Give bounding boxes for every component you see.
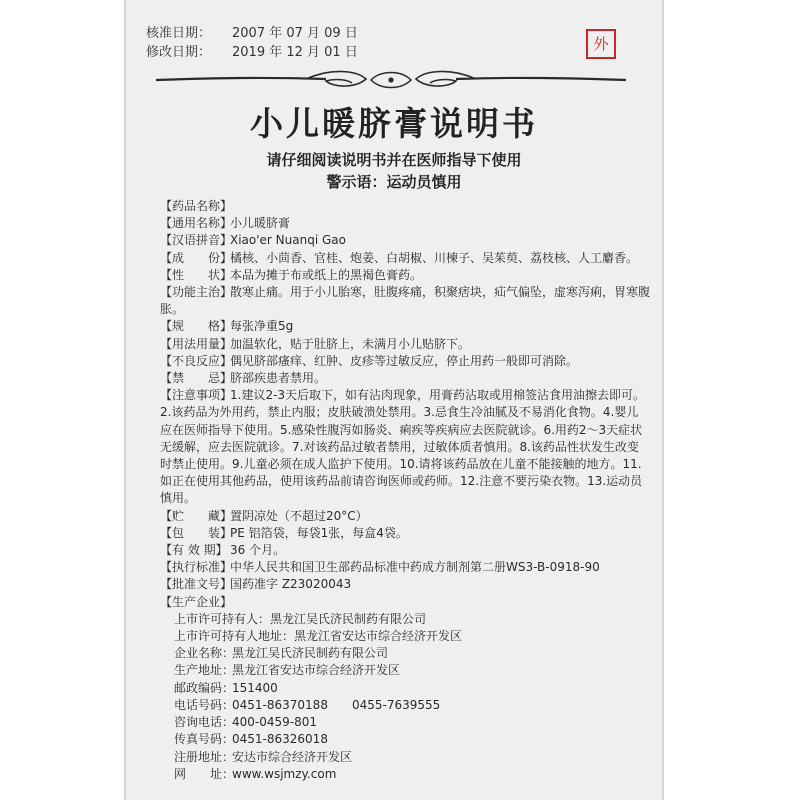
section-value: Xiao'er Nuanqi Gao (230, 233, 346, 248)
section-value: 本品为摊于布或纸上的黑褐色膏药。 (230, 267, 423, 282)
company-value: 黑龙江省安达市综合经济开发区 (294, 629, 463, 644)
company-value: 0451-86326018 (232, 732, 328, 747)
external-use-badge: 外 (586, 29, 616, 59)
company-label: 邮政编码： (174, 680, 235, 695)
section-value: 每张净重5g (230, 319, 294, 334)
company-label: 上市许可持有人： (174, 611, 271, 626)
section-packaging (160, 525, 650, 542)
section-label: 【禁 忌】 (160, 371, 233, 386)
section-label: 【用法用量】 (160, 336, 233, 351)
company-label: 企业名称： (174, 646, 235, 661)
section-storage (160, 508, 650, 525)
section-label: 【包 装】 (160, 525, 233, 540)
section-shelf-life (160, 542, 650, 559)
company-value: 151400 (232, 680, 278, 695)
company-row (160, 766, 650, 783)
company-label: 上市许可持有人地址： (174, 629, 295, 644)
section-value: 36 个月。 (230, 543, 286, 558)
section-value: 小儿暖脐膏 (230, 216, 291, 231)
section-generic-name (160, 215, 650, 232)
section-label: 【批准文号】 (160, 577, 233, 592)
company-row (160, 611, 650, 628)
company-row (160, 749, 650, 766)
company-label: 生产地址： (174, 663, 235, 678)
company-row (160, 680, 650, 697)
company-value: 400-0459-801 (232, 715, 318, 730)
section-value: 1.建议2-3天后取下，如有沾肉现象，用膏药沾取或用棉签沾食用油擦去即可。2.该药品为外用药，禁止内服；皮肤破溃处禁用。3.忌食生冷油腻及不易消化食物。4.婴儿应在医师指导下使用。5.感染性腹泻如肠炎、痢疾等疾病应去医院就诊。6.用药2～3天症状无缓解，应去医院就诊。7.对该药品过敏者禁用，过敏体质者慎用。8.该药品性状发生改变时禁止使用。9.儿童必须在成人监护下使用。10.请将该药品放在儿童不能接触的地方。11.如正在使用其他药品，使用该药品前请咨询医师或药师。12.注意不要污染衣物。13.运动员慎用。 (160, 388, 646, 506)
section-indications (160, 284, 650, 318)
company-row (160, 697, 650, 714)
company-value: 黑龙江吴氏济民制药有限公司 (270, 611, 427, 626)
section-spec (160, 318, 650, 335)
leaflet-page (124, 0, 664, 800)
leaflet-body (160, 198, 650, 783)
company-value: 0451-86370188 0455-7639555 (232, 697, 441, 712)
company-label: 咨询电话： (174, 715, 235, 730)
section-precautions (160, 387, 650, 507)
approve-date-label: 核准日期： (146, 26, 212, 41)
section-contraindications (160, 370, 650, 387)
company-row (160, 731, 650, 748)
section-label: 【汉语拼音】 (160, 233, 233, 248)
warning-text: 警示语：运动员慎用 (326, 173, 462, 191)
section-standard (160, 559, 650, 576)
section-dosage (160, 336, 650, 353)
section-manufacturer (160, 594, 650, 611)
section-label: 【注意事项】 (160, 388, 233, 403)
section-value: 加温软化，贴于肚脐上，未满月小儿贴脐下。 (230, 336, 471, 351)
section-label: 【性 状】 (160, 267, 233, 282)
company-row (160, 645, 650, 662)
section-label: 【通用名称】 (160, 216, 233, 231)
usage-notice: 请仔细阅读说明书并在医师指导下使用 (266, 151, 522, 169)
section-label: 【有 效 期】 (160, 543, 228, 558)
section-label: 【不良反应】 (160, 353, 233, 368)
company-row (160, 714, 650, 731)
section-value: PE 铝箔袋，每袋1张，每盒4袋。 (230, 525, 408, 540)
company-value: 黑龙江省安达市综合经济开发区 (232, 663, 401, 678)
page-title: 小儿暖脐膏说明书 (250, 104, 538, 143)
company-label: 注册地址： (174, 749, 235, 764)
section-label: 【药品名称】 (160, 199, 233, 213)
section-value: 置阴凉处（不超过20°C） (230, 508, 368, 523)
section-ingredients (160, 250, 650, 267)
company-value: 安达市综合经济开发区 (232, 749, 353, 764)
company-value: 黑龙江吴氏济民制药有限公司 (232, 646, 389, 661)
company-label: 网 址： (174, 766, 235, 781)
section-label: 【成 份】 (160, 250, 233, 265)
section-appearance (160, 267, 650, 284)
website-link[interactable]: www.wsjmzy.com (232, 766, 337, 781)
modify-date-label: 修改日期： (146, 45, 212, 60)
approve-date-value: 2007 年 07 月 09 日 (232, 26, 358, 41)
section-drug-name (160, 198, 650, 215)
company-row (160, 662, 650, 679)
section-label: 【规 格】 (160, 319, 233, 334)
section-value: 散寒止痛。用于小儿胎寒，肚腹疼痛，积聚痞块，疝气偏坠，虚寒泻痢，胃寒腹胀。 (160, 285, 651, 317)
section-value: 国药准字 Z23020043 (230, 577, 352, 592)
section-value: 偶见脐部瘙痒、红肿、皮疹等过敏反应，停止用药一般即可消除。 (230, 353, 579, 368)
decorative-divider (156, 66, 626, 94)
section-adverse (160, 353, 650, 370)
modify-date-row (146, 43, 358, 62)
approve-date-row (146, 24, 358, 43)
date-block (146, 24, 358, 62)
section-value: 中华人民共和国卫生部药品标准中药成方制剂第二册WS3-B-0918-90 (230, 560, 600, 575)
company-label: 电话号码： (174, 697, 235, 712)
section-value: 脐部疾患者禁用。 (230, 371, 327, 386)
section-label: 【执行标准】 (160, 560, 233, 575)
section-approval-number (160, 576, 650, 593)
modify-date-value: 2019 年 12 月 01 日 (232, 45, 358, 60)
section-label: 【生产企业】 (160, 594, 233, 609)
section-label: 【功能主治】 (160, 285, 233, 300)
company-label: 传真号码： (174, 732, 235, 747)
section-value: 橘核、小茴香、官桂、炮姜、白胡椒、川楝子、吴茱萸、荔枝核、人工麝香。 (230, 250, 639, 265)
section-label: 【贮 藏】 (160, 508, 233, 523)
section-pinyin (160, 232, 650, 249)
company-row (160, 628, 650, 645)
